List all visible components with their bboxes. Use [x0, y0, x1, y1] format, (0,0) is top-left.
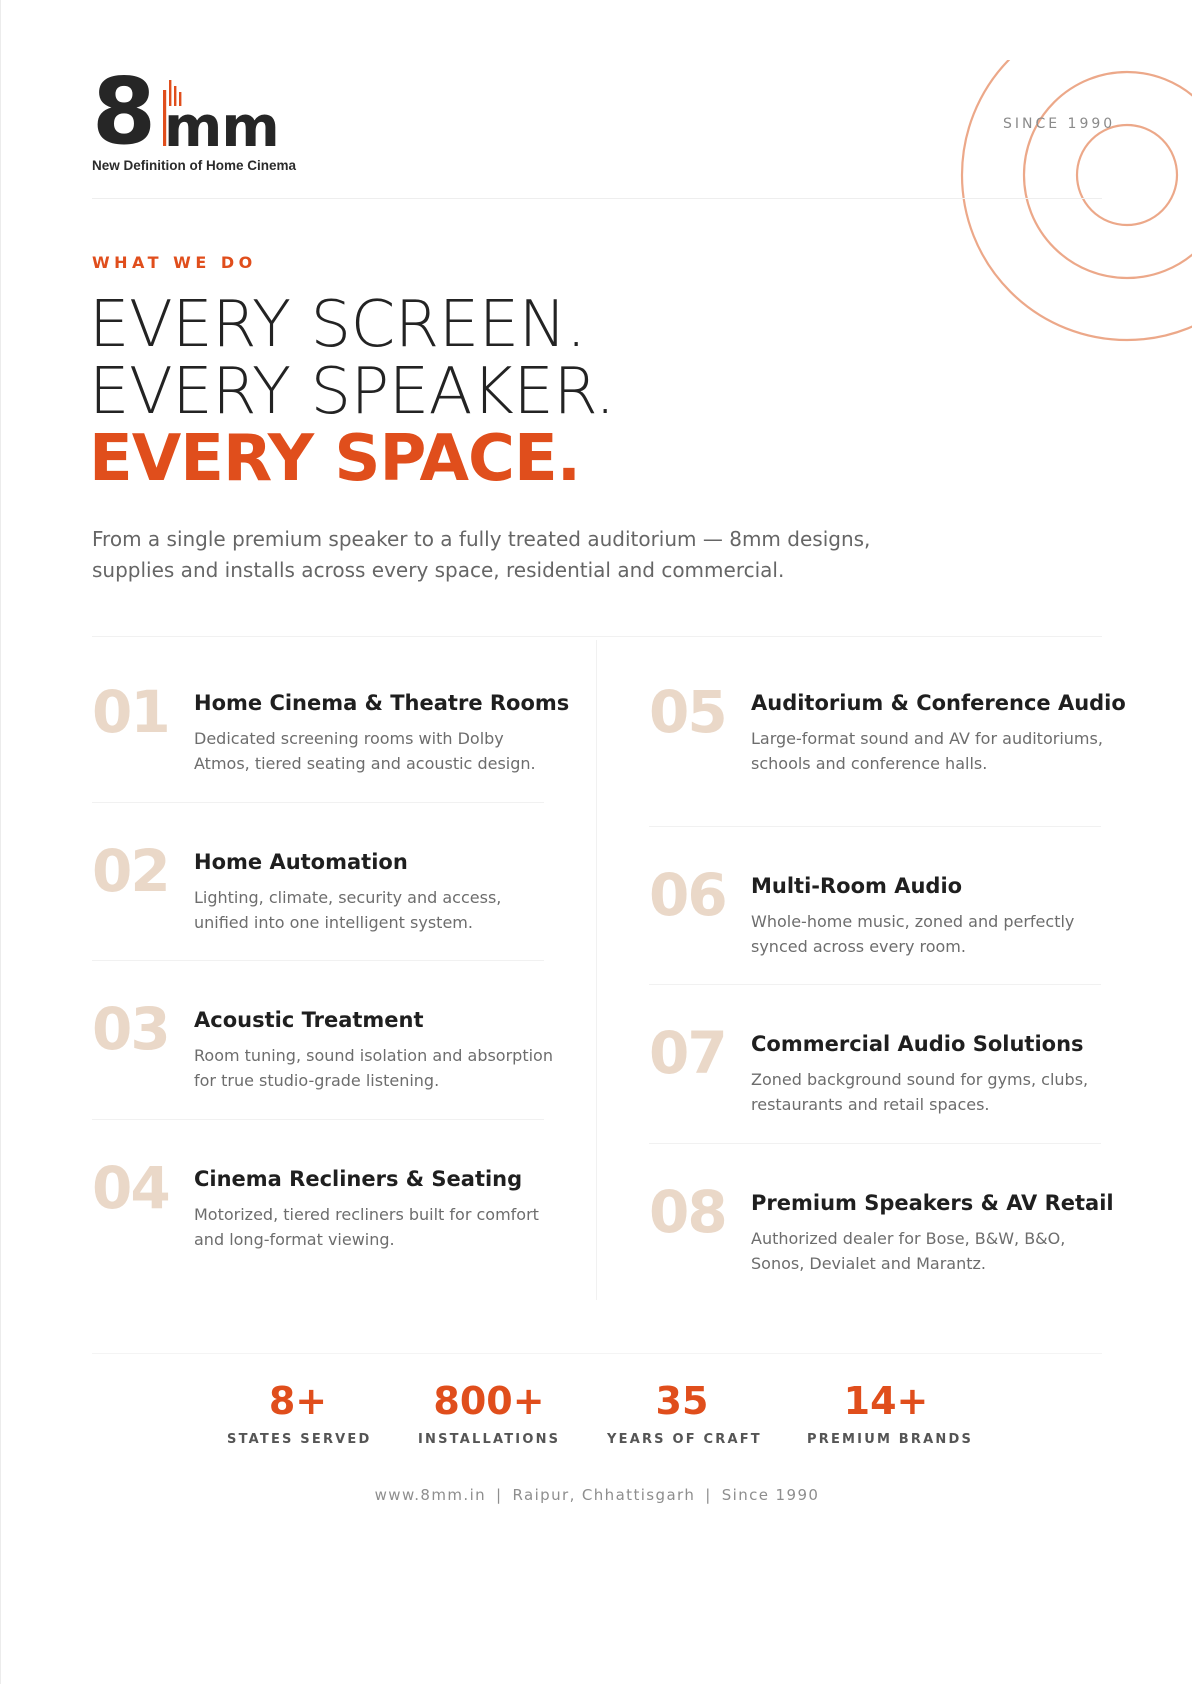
services-divider: [92, 636, 1102, 637]
service-title: Home Cinema & Theatre Rooms: [194, 691, 570, 715]
service-title: Premium Speakers & AV Retail: [751, 1191, 1114, 1215]
stat-installations: [418, 1378, 560, 1447]
footer-location: Raipur, Chhattisgarh: [512, 1486, 696, 1504]
service-divider: [92, 802, 544, 803]
service-description: Lighting, climate, security and access, unified into one intelligent system.: [194, 888, 502, 932]
service-description: Authorized dealer for Bose, B&W, B&O, Sonos, Devialet and Marantz.: [751, 1229, 1066, 1273]
footer: [1, 1486, 1192, 1504]
service-divider: [92, 960, 544, 961]
stat-label: STATES SERVED: [227, 1432, 372, 1447]
column-divider: [596, 640, 597, 1300]
logo-mm: mm: [164, 95, 279, 160]
brand-tagline: New Definition of Home Cinema: [92, 158, 297, 173]
service-divider: [649, 826, 1101, 827]
service-title: Home Automation: [194, 850, 408, 874]
footer-separator: |: [705, 1486, 712, 1504]
headline-line-1: EVERY SCREEN.: [89, 288, 586, 362]
stat-value: 800+: [433, 1379, 545, 1423]
service-description: Room tuning, sound isolation and absorption for true studio-grade listening.: [194, 1046, 553, 1090]
footer-since: Since 1990: [721, 1486, 820, 1504]
headline-line-2: EVERY SPEAKER.: [89, 355, 615, 429]
service-title: Acoustic Treatment: [194, 1008, 424, 1032]
service-description: Dedicated screening rooms with Dolby Atmos, tiered seating and acoustic design.: [194, 729, 536, 773]
service-divider: [92, 1119, 544, 1120]
intro-line-2: supplies and installs across every space, residential and commercial.: [92, 558, 785, 582]
stat-value: 35: [655, 1379, 709, 1423]
service-title: Commercial Audio Solutions: [751, 1032, 1084, 1056]
since-label: SINCE 1990: [1003, 116, 1116, 132]
service-title: Multi-Room Audio: [751, 874, 963, 898]
service-number: 03: [92, 995, 169, 1063]
logo-eight: 8: [92, 58, 155, 165]
stat-value: 14+: [843, 1379, 929, 1423]
intro-paragraph: [92, 524, 892, 586]
service-description: Large-format sound and AV for auditoriums, schools and conference halls.: [751, 729, 1103, 773]
concentric-rings-icon: [901, 60, 1192, 400]
brand-logo: [92, 58, 297, 178]
section-eyebrow: WHAT WE DO: [92, 253, 257, 272]
hero-headline: [89, 288, 615, 496]
service-number: 02: [92, 837, 169, 905]
service-number: 08: [649, 1178, 726, 1246]
stat-years-of-craft: [607, 1378, 762, 1447]
headline-line-3: EVERY SPACE.: [89, 422, 581, 496]
stat-premium-brands: [807, 1378, 974, 1447]
header-divider: [92, 198, 1102, 199]
service-number: 06: [649, 861, 726, 929]
service-description: Zoned background sound for gyms, clubs, restaurants and retail spaces.: [751, 1070, 1089, 1114]
service-number: 04: [92, 1154, 169, 1222]
stat-value: 8+: [268, 1379, 328, 1423]
service-divider: [649, 984, 1101, 985]
service-number: 01: [92, 678, 169, 746]
service-description: Whole-home music, zoned and perfectly synced across every room.: [751, 912, 1075, 956]
service-title: Auditorium & Conference Audio: [751, 691, 1126, 715]
service-divider: [649, 1143, 1101, 1144]
stat-label: YEARS OF CRAFT: [607, 1432, 762, 1447]
stats-divider: [92, 1353, 1102, 1354]
service-title: Cinema Recliners & Seating: [194, 1167, 523, 1191]
stat-label: PREMIUM BRANDS: [807, 1432, 974, 1447]
stat-states-served: [227, 1378, 372, 1447]
footer-website-link[interactable]: www.8mm.in: [374, 1486, 487, 1504]
service-description: Motorized, tiered recliners built for comfort and long-format viewing.: [194, 1205, 539, 1249]
service-number: 05: [649, 678, 726, 746]
stat-label: INSTALLATIONS: [418, 1432, 561, 1447]
footer-separator: |: [496, 1486, 503, 1504]
service-number: 07: [649, 1019, 726, 1087]
intro-line-1: From a single premium speaker to a fully treated auditorium — 8mm designs,: [92, 527, 871, 551]
